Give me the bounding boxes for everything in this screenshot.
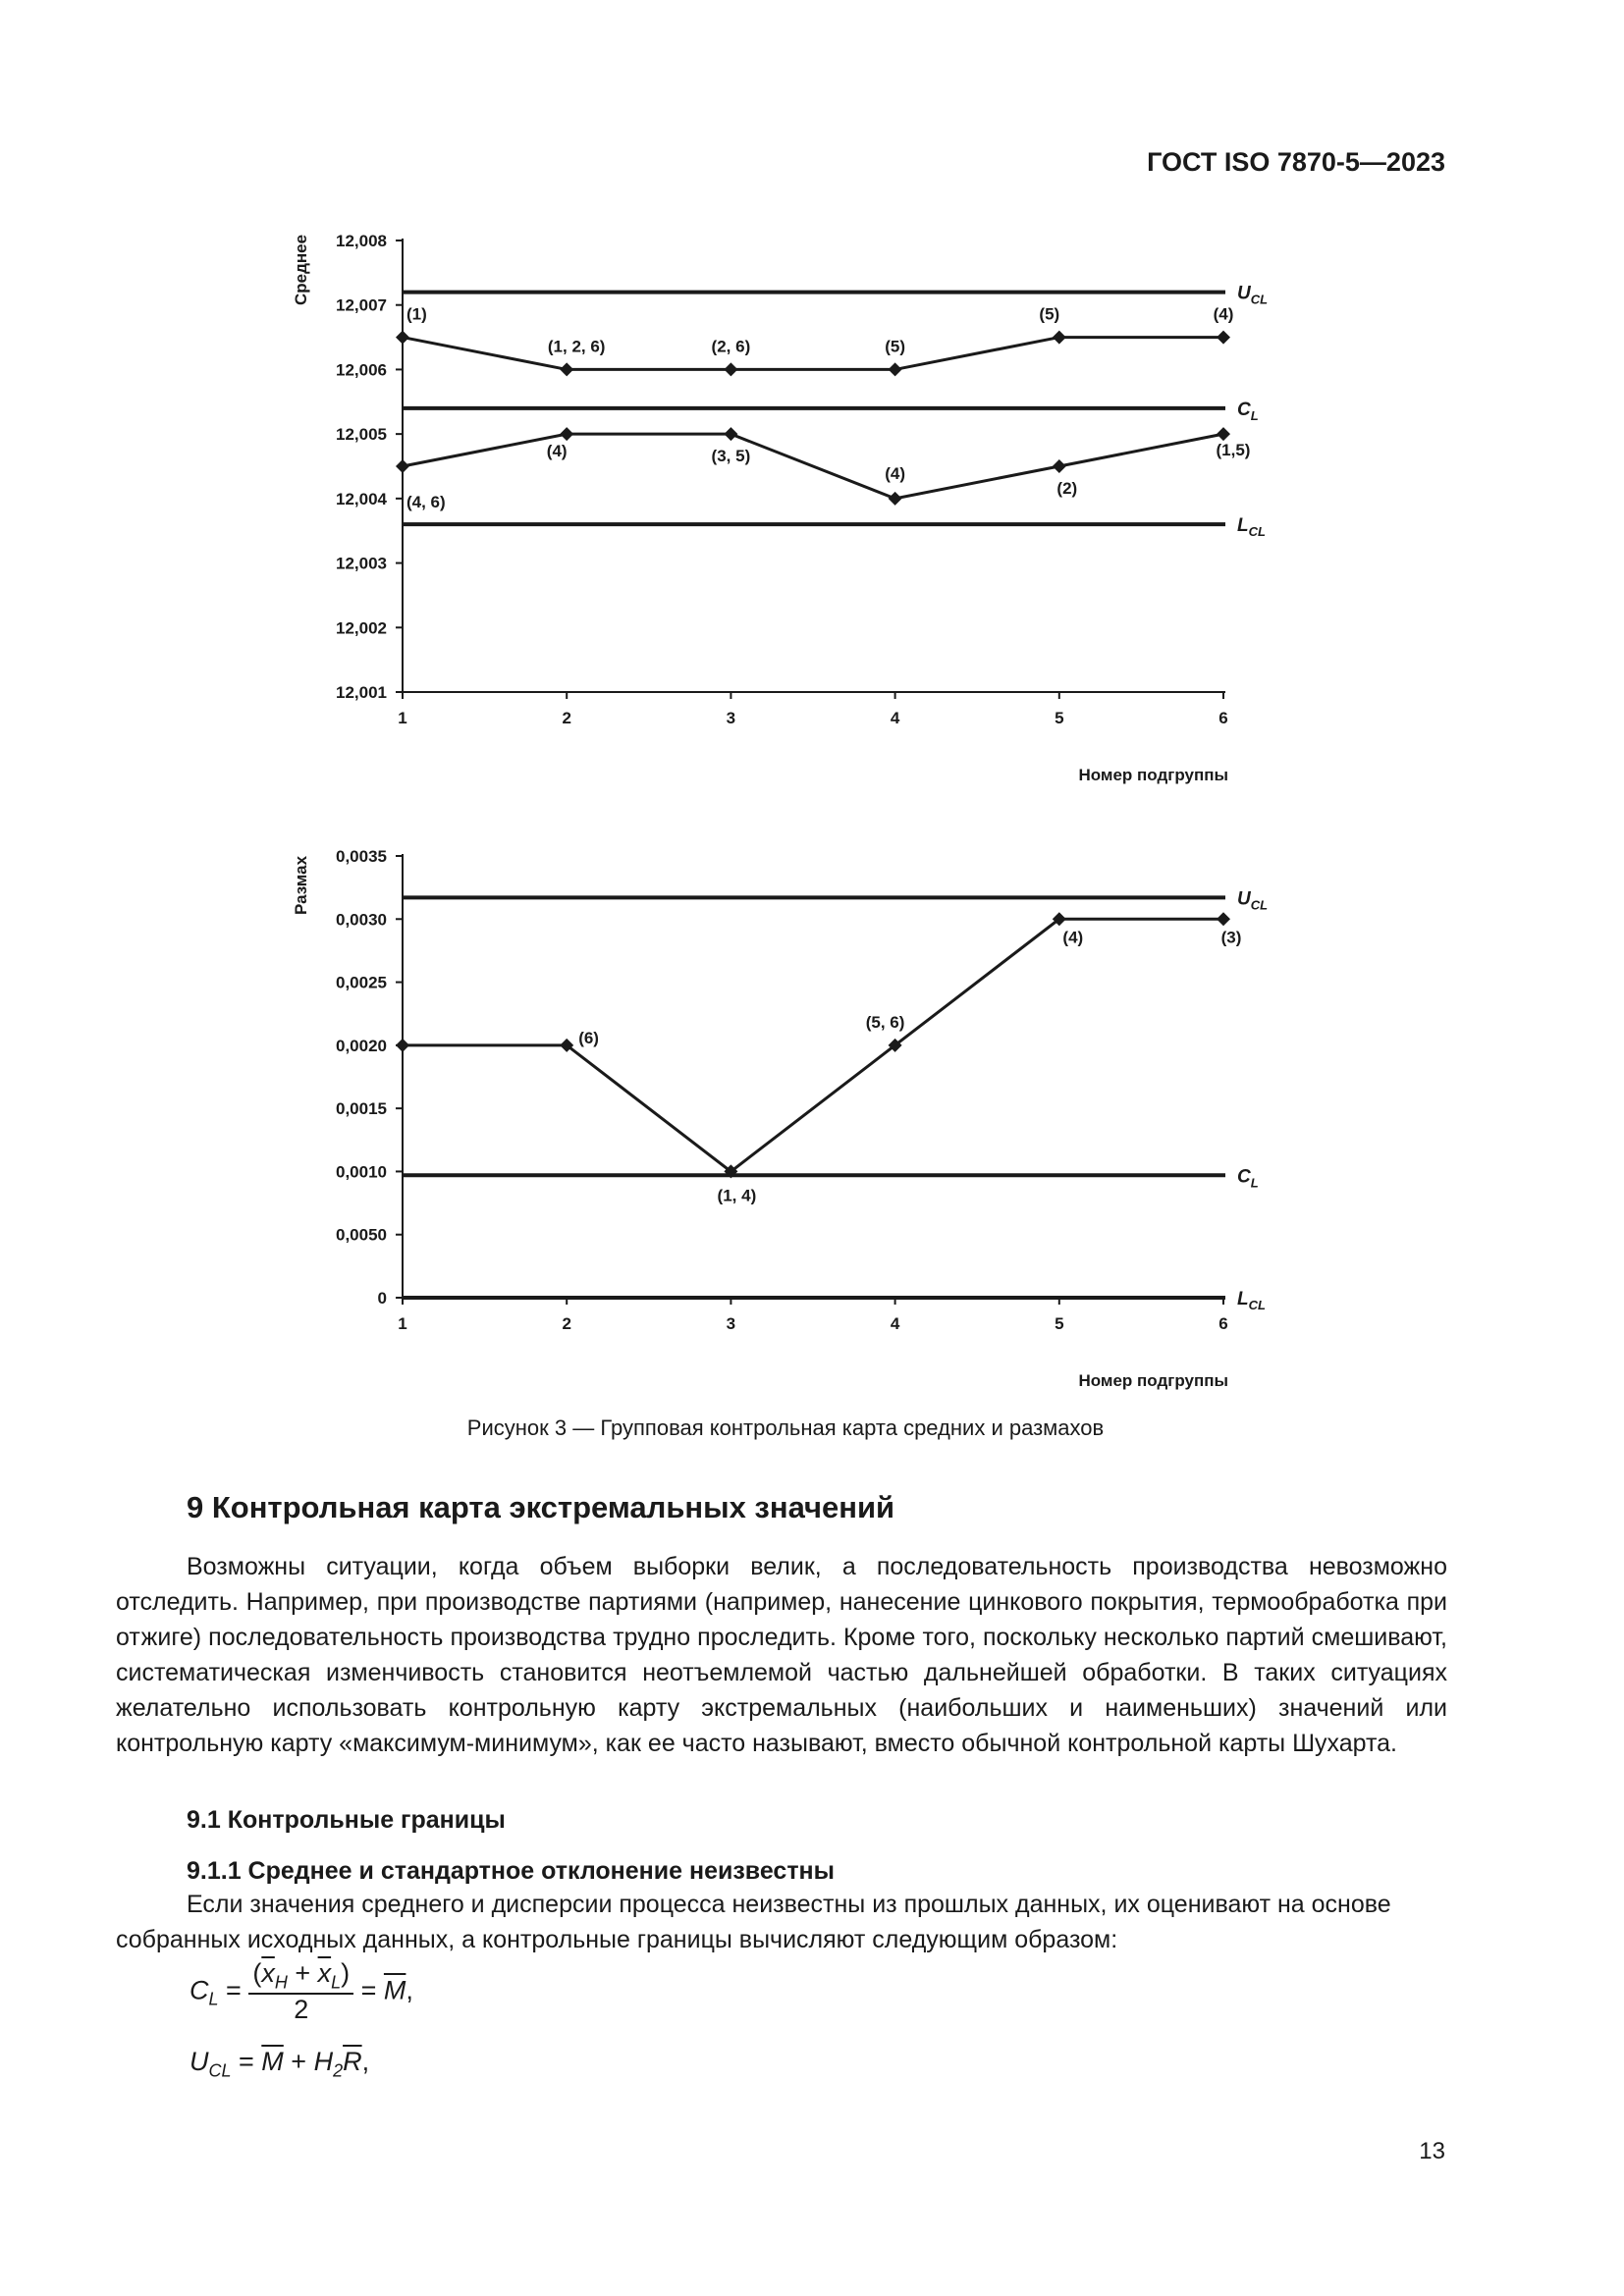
data-point-marker bbox=[1217, 912, 1230, 926]
y-tick-label: 0 bbox=[377, 1289, 387, 1308]
y-tick-label: 12,001 bbox=[336, 683, 387, 702]
data-point-label: (1,5) bbox=[1216, 441, 1251, 460]
data-point-label: (4, 6) bbox=[406, 493, 446, 511]
series-line bbox=[403, 338, 1223, 370]
y-tick-label: 12,005 bbox=[336, 425, 387, 445]
series-line bbox=[403, 919, 1223, 1171]
y-tick-label: 0,0050 bbox=[336, 1225, 387, 1245]
y-tick-label: 12,004 bbox=[336, 489, 387, 508]
y-tick-label: 0,0025 bbox=[336, 973, 387, 992]
data-point-marker bbox=[396, 1039, 409, 1052]
data-point-marker bbox=[724, 362, 737, 376]
y-tick-label: 12,007 bbox=[336, 295, 387, 315]
control-limit-label: $L_{CL}$ bbox=[1237, 515, 1266, 540]
data-point-label: (5) bbox=[1039, 304, 1060, 324]
data-point-marker bbox=[889, 492, 902, 506]
data-point-label: (1) bbox=[406, 304, 427, 324]
control-limit-label: $L_{CL}$ bbox=[1237, 1289, 1266, 1312]
subsection-title: 9.1 Контрольные границы bbox=[187, 1806, 506, 1834]
data-point-marker bbox=[396, 459, 409, 473]
data-point-marker bbox=[724, 427, 737, 441]
y-axis-title: Среднее bbox=[292, 234, 310, 306]
data-point-label: (4) bbox=[1213, 304, 1234, 324]
y-tick-label: 0,0035 bbox=[336, 847, 387, 866]
data-point-marker bbox=[889, 362, 902, 376]
fraction: $\frac{(\overline{x}_H + \overline{x}_L)}{2}$ bbox=[248, 1958, 353, 2025]
section-paragraph: Возможны ситуации, когда объем выборки велик, а последовательность производства невозможно отследить. Например, при производстве партиями (например, нанесение цинкового покрытия, термообработка при отжиге) последовательность производства трудно проследить. Кроме того, поскольку несколько партий смешивают, систематическая изменчивость становится неотъемлемой частью дальнейшей обработки. В таких ситуациях желательно использовать контрольную карту экстремальных (наибольших и наименьших) значений или контрольную карту «максимум-минимум», как ее часто называют, вместо обычной контрольной карты Шухарта. bbox=[116, 1553, 1447, 1757]
data-point-label: (5) bbox=[885, 337, 905, 356]
y-tick-label: 12,008 bbox=[336, 232, 387, 250]
control-limit-label: $C_L$ bbox=[1237, 399, 1259, 423]
data-point-marker bbox=[1217, 427, 1230, 441]
data-point-label: (4) bbox=[885, 463, 905, 483]
x-tick-label: 2 bbox=[562, 1314, 571, 1333]
series-line bbox=[403, 434, 1223, 499]
data-point-label: (2, 6) bbox=[711, 337, 751, 356]
formula-cl: $C_L$ = $\frac{(\overline{x}_H + \overline{x}_L)}{2}$ = $\overline{M}$, bbox=[189, 1958, 413, 2025]
data-point-label: (3, 5) bbox=[711, 447, 751, 466]
x-axis-title: Номер подгруппы bbox=[1078, 1371, 1228, 1390]
x-tick-label: 5 bbox=[1055, 1314, 1064, 1333]
x-tick-label: 3 bbox=[726, 1314, 736, 1333]
y-tick-label: 12,006 bbox=[336, 360, 387, 380]
data-point-marker bbox=[560, 427, 573, 441]
y-tick-label: 0,0030 bbox=[336, 910, 387, 930]
x-tick-label: 5 bbox=[1055, 709, 1064, 727]
subsubsection-title: 9.1.1 Среднее и стандартное отклонение неизвестны bbox=[187, 1857, 836, 1885]
page-number: 13 bbox=[1419, 2138, 1445, 2164]
x-tick-label: 4 bbox=[890, 709, 900, 727]
x-tick-label: 1 bbox=[398, 709, 407, 727]
data-point-marker bbox=[1217, 331, 1230, 345]
data-point-label: (1, 2, 6) bbox=[547, 337, 606, 356]
y-tick-label: 0,0010 bbox=[336, 1162, 387, 1182]
data-point-label: (1, 4) bbox=[717, 1186, 757, 1205]
range-control-chart bbox=[0, 825, 1375, 1390]
data-point-label: (6) bbox=[578, 1028, 599, 1047]
x-tick-label: 1 bbox=[398, 1314, 407, 1333]
data-point-label: (5, 6) bbox=[865, 1012, 905, 1032]
y-tick-label: 0,0020 bbox=[336, 1036, 387, 1055]
document-code: ГОСТ ISO 7870-5—2023 bbox=[1147, 147, 1445, 177]
x-tick-label: 2 bbox=[562, 709, 571, 727]
data-point-label: (4) bbox=[1062, 928, 1084, 947]
subsubsection-paragraph: Если значения среднего и дисперсии процесса неизвестны из прошлых данных, их оценивают на основе собранных исходных данных, а контрольные границы вычисляют следующим образом: bbox=[116, 1891, 1391, 1953]
data-point-marker bbox=[1053, 331, 1066, 345]
x-tick-label: 6 bbox=[1218, 709, 1228, 727]
figure-caption: Рисунок 3 — Групповая контрольная карта средних и размахов bbox=[466, 1415, 1105, 1440]
x-tick-label: 4 bbox=[890, 1314, 900, 1333]
data-point-marker bbox=[560, 362, 573, 376]
y-tick-label: 12,002 bbox=[336, 618, 387, 638]
mean-control-chart bbox=[0, 196, 1375, 784]
y-axis-title: Размах bbox=[292, 855, 310, 916]
data-point-label: (3) bbox=[1220, 928, 1242, 947]
x-tick-label: 6 bbox=[1218, 1314, 1228, 1333]
formula-ucl: $U_{CL} = \overline{M} + H_2\overline{R}$, bbox=[189, 2047, 370, 2081]
data-point-label: (4) bbox=[546, 442, 568, 461]
data-point-marker bbox=[396, 331, 409, 345]
y-tick-label: 0,0015 bbox=[336, 1099, 387, 1119]
data-point-label: (2) bbox=[1056, 479, 1078, 498]
control-limit-label: $U_{CL}$ bbox=[1237, 888, 1269, 913]
section-title: 9 Контрольная карта экстремальных значений bbox=[187, 1490, 895, 1524]
control-limit-label: $C_L$ bbox=[1237, 1166, 1259, 1191]
x-tick-label: 3 bbox=[726, 709, 736, 727]
control-limit-label: $U_{CL}$ bbox=[1237, 283, 1269, 307]
y-tick-label: 12,003 bbox=[336, 554, 387, 573]
x-axis-title: Номер подгруппы bbox=[1078, 766, 1228, 784]
data-point-marker bbox=[1053, 459, 1066, 473]
